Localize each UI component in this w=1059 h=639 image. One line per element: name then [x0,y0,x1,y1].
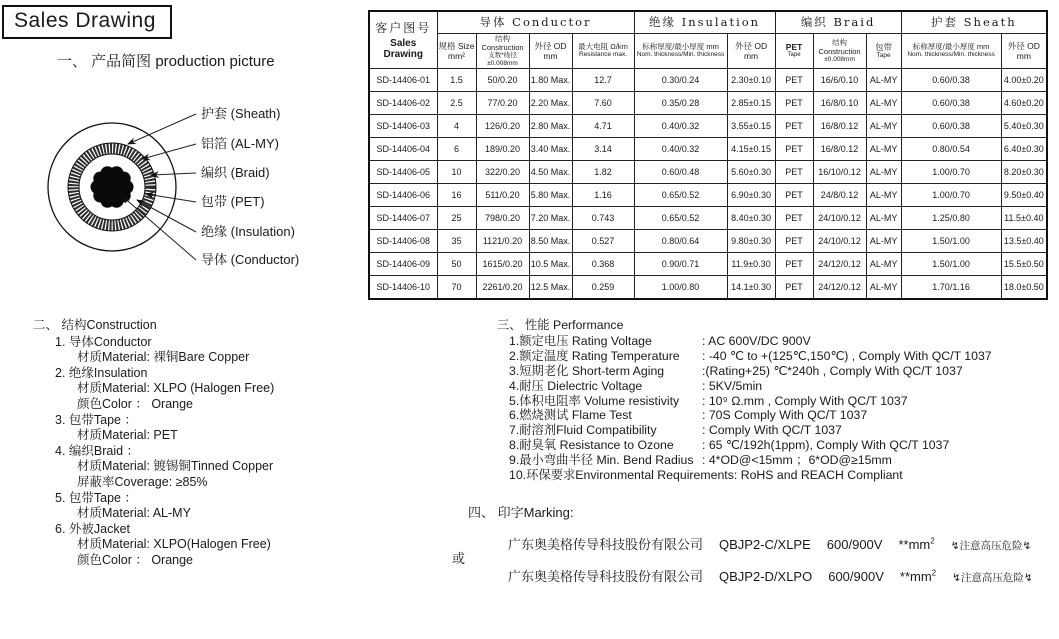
table-cell: 0.368 [572,252,634,275]
performance-item [509,423,1045,438]
constr-header-line1: 结构 Construction [481,33,524,52]
table-cell: 1.50/1.00 [901,229,1001,252]
table-cell: AL-MY [866,114,901,137]
table-cell: 18.0±0.50 [1001,275,1047,299]
table-cell: 1.25/0.80 [901,206,1001,229]
table-cell: 511/0.20 [476,183,529,206]
table-cell: PET [775,137,813,160]
table-cell: 24/10/0.12 [813,229,866,252]
col-header-resistance [572,33,634,68]
table-cell: 35 [437,229,476,252]
table-cell: 126/0.20 [476,114,529,137]
construction-line: 颜色Color ： Orange [77,552,194,567]
performance-item [509,394,1045,409]
construction-line: 2. 绝缘Insulation [55,365,148,380]
label-sheath: 护套 (Sheath) [201,106,281,121]
table-cell: 6 [437,137,476,160]
construction-section [33,318,383,569]
table-cell: 11.5±0.40 [1001,206,1047,229]
table-cell: SD-14406-01 [369,68,437,91]
performance-value: : 4*OD@<15mm ；6*OD@≥15mm [702,453,892,468]
label-braid: 编织 (Braid) [201,165,270,180]
braid-header-line1: 结构 Construction [818,37,861,56]
table-cell: 1.00/0.80 [634,275,727,299]
table-cell: 50/0.20 [476,68,529,91]
table-row [369,275,1047,299]
table-row [369,137,1047,160]
table-cell: 8.20±0.30 [1001,160,1047,183]
performance-item [509,468,1045,483]
table-cell: 0.60/0.38 [901,91,1001,114]
table-cell: 24/8/0.12 [813,183,866,206]
table-cell: AL-MY [866,229,901,252]
table-cell: 0.80/0.54 [901,137,1001,160]
table-cell: 24/12/0.12 [813,275,866,299]
marking-size: $**mm^2$ [899,568,937,584]
marking-line [508,534,1042,553]
table-cell: 7.60 [572,91,634,114]
table-cell: 16 [437,183,476,206]
table-cell: 4.15±0.15 [727,137,775,160]
performance-label: 7.耐溶剂Fluid Compatibility [509,423,657,438]
table-cell: AL-MY [866,183,901,206]
table-row [369,160,1047,183]
table-row [369,229,1047,252]
sheath-od-header-line2: mm [1016,50,1031,61]
performance-value: : AC 600V/DC 900V [702,333,811,348]
label-pet: 包带 (PET) [201,194,265,209]
table-cell: 4.50 Max. [529,160,572,183]
table-cell: AL-MY [866,137,901,160]
col-header-sheath-od [1001,33,1047,68]
table-cell: 5.60±0.30 [727,160,775,183]
table-cell: 1.5 [437,68,476,91]
table-corner-header [369,11,437,68]
table-cell: 12.7 [572,68,634,91]
table-cell: 0.65/0.52 [634,206,727,229]
table-cell: 2261/0.20 [476,275,529,299]
table-cell: 77/0.20 [476,91,529,114]
conductor-leader-line [122,196,196,260]
table-row [369,183,1047,206]
performance-item [509,334,1045,349]
spec-table [368,10,1048,300]
marking-lines [452,534,1042,585]
table-cell: 0.30/0.24 [634,68,727,91]
marking-size-sup: 2 [930,536,935,546]
construction-heading: 二、 结构Construction [33,318,157,332]
table-cell: 1615/0.20 [476,252,529,275]
table-cell: 3.14 [572,137,634,160]
group-header-insulation: 绝缘 Insulation [634,11,775,33]
tape-header-line1: 包带 [875,41,893,52]
table-cell: 70 [437,275,476,299]
size-header-line2: mm² [448,50,465,61]
construction-line: 颜色Color ： Orange [77,396,194,411]
col-header-tape [866,33,901,68]
construction-line: 材质Material: PET [77,428,178,443]
od-header-line1: 外径 OD [534,40,567,51]
table-cell: 12.5 Max. [529,275,572,299]
od-header-line2: mm [543,50,558,61]
label-conductor: 导体 (Conductor) [201,252,300,267]
table-cell: SD-14406-02 [369,91,437,114]
construction-lines [33,335,383,569]
document-title-box [2,5,172,39]
table-cell: AL-MY [866,206,901,229]
performance-label: 6.燃烧测试 Flame Test [509,408,632,423]
performance-label: 5.体积电阻率 Volume resistivity [509,393,680,408]
table-cell: PET [775,160,813,183]
table-cell: 798/0.20 [476,206,529,229]
table-cell: 2.30±0.10 [727,68,775,91]
table-cell: 0.65/0.52 [634,183,727,206]
group-header-conductor: 导体 Conductor [437,11,634,33]
table-cell: 16/8/0.12 [813,114,866,137]
table-cell: 14.1±0.30 [727,275,775,299]
marking-cable-type: QBJP2-C/XLPE [719,537,811,552]
construction-line: 1. 导体Conductor [55,334,152,349]
marking-size-sup: 2 [931,568,937,578]
marking-voltage: 600/900V [828,569,884,584]
marking-heading: 四、 印字Marking: [468,505,574,520]
table-row [369,114,1047,137]
performance-value: : Comply With QC/T 1037 [702,423,842,438]
construction-line: 6. 外被Jacket [55,521,131,536]
table-cell: 10 [437,160,476,183]
performance-label: 4.耐压 Dielectric Voltage [509,378,643,393]
performance-item [509,349,1045,364]
table-cell: AL-MY [866,91,901,114]
performance-label: 2.额定温度 Rating Temperature [509,348,680,363]
ins-thick-header-line2: Nom. thickness/Min. thickness [636,51,725,58]
table-cell: 7.20 Max. [529,206,572,229]
table-cell: 2.80 Max. [529,114,572,137]
table-cell: 5.80 Max. [529,183,572,206]
table-cell: PET [775,91,813,114]
construction-line: 材质Material: XLPO (Halogen Free) [77,381,275,396]
table-cell: PET [775,275,813,299]
table-cell: 4.71 [572,114,634,137]
marking-size: $**mm^2$ [898,536,935,552]
marking-warning: ↯注意高压危险↯ [952,572,1033,584]
table-cell: 8.50 Max. [529,229,572,252]
ins-od-header-line1: 外径 OD [734,40,768,51]
performance-item [509,379,1045,394]
table-cell: 1.16 [572,183,634,206]
col-header-insulation-thickness [634,33,727,68]
table-cell: 3.55±0.15 [727,114,775,137]
size-header-line1: 规格 Size [438,40,475,51]
construction-line: 5. 包带Tape ： [55,490,137,505]
table-cell: 13.5±0.40 [1001,229,1047,252]
performance-section [497,318,1045,483]
table-cell: PET [775,68,813,91]
table-cell: SD-14406-09 [369,252,437,275]
section1-heading: 一、 产品简图 production picture [57,53,275,70]
col-header-conductor-od [529,33,572,68]
table-cell: 0.743 [572,206,634,229]
construction-line: 材质Material: 镀锡铜Tinned Copper [77,459,274,474]
ins-thick-header-line1: 标称厚度/最小厚度 mm [642,42,719,51]
col-header-braid-construction [813,33,866,68]
table-row [369,206,1047,229]
performance-heading: 三、 性能 Performance [497,318,624,332]
table-cell: SD-14406-03 [369,114,437,137]
marking-section [452,502,1042,585]
table-cell: 6.40±0.30 [1001,137,1047,160]
table-cell: PET [775,114,813,137]
pet-header-line2: Tape [787,51,801,58]
ins-od-header-line2: mm [743,50,759,61]
sheath-thick-header-line1: 标称厚度/最小厚度 mm [912,42,990,51]
corner-label-en: Sales Drawing [383,38,423,61]
table-cell: SD-14406-07 [369,206,437,229]
table-cell: SD-14406-06 [369,183,437,206]
document-title: Sales Drawing [14,9,156,32]
constr-header-line2: 支数*线径±0.008mm [487,51,518,67]
table-cell: PET [775,183,813,206]
col-header-conductor-construction [476,33,529,68]
sheath-od-header-line1: 外径 OD [1007,40,1040,51]
table-cell: PET [775,252,813,275]
table-cell: AL-MY [866,68,901,91]
label-insulation: 绝缘 (Insulation) [201,224,295,239]
tape-header-line2: Tape [876,51,891,59]
table-cell: PET [775,229,813,252]
marking-warning: ↯注意高压危险↯ [950,540,1032,552]
group-header-sheath: 护套 Sheath [901,11,1047,33]
table-row [369,68,1047,91]
construction-line: 材质Material: AL-MY [77,506,191,521]
table-cell: 4 [437,114,476,137]
col-header-sheath-thickness [901,33,1001,68]
performance-item [509,408,1045,423]
table-cell: AL-MY [866,252,901,275]
table-cell: 16/8/0.12 [813,137,866,160]
table-cell: 10.5 Max. [529,252,572,275]
table-cell: SD-14406-08 [369,229,437,252]
construction-line: 3. 包带Tape ： [55,412,137,427]
construction-line: 4. 编织Braid ： [55,443,140,458]
table-cell: 50 [437,252,476,275]
construction-line: 屏蔽率Coverage: ≥85% [77,474,208,489]
performance-value: : -40 ℃ to +(125℃,150℃) , Comply With QC/T 1037 [702,348,992,363]
res-header-line1: 最大电阻 Ω/km [578,42,628,51]
performance-item [509,453,1045,468]
performance-value: : 70S Comply With QC/T 1037 [702,408,868,423]
performance-label: 10.环保要求Environmental Requirements [509,468,734,483]
table-cell: 16/8/0.10 [813,91,866,114]
performance-item [509,438,1045,453]
marking-voltage: 600/900V [826,537,883,552]
table-cell: 4.00±0.20 [1001,68,1047,91]
construction-line: 材质Material: 裸铜Bare Copper [77,350,250,365]
col-header-insulation-od [727,33,775,68]
table-cell: 0.80/0.64 [634,229,727,252]
corner-label-cn: 客户图号 [375,21,432,36]
performance-label: 1.额定电压 Rating Voltage [509,333,652,348]
table-cell: 15.5±0.50 [1001,252,1047,275]
table-cell: SD-14406-04 [369,137,437,160]
table-cell: 1.82 [572,160,634,183]
table-cell: 16/6/0.10 [813,68,866,91]
table-cell: 0.60/0.48 [634,160,727,183]
cable-cross-section-diagram [38,96,348,276]
pet-header-line1: PET [785,41,803,52]
table-cell: 3.40 Max. [529,137,572,160]
table-cell: 24/12/0.12 [813,252,866,275]
table-cell: 9.80±0.30 [727,229,775,252]
table-cell: 1.80 Max. [529,68,572,91]
sheath-thick-header-line2: Nom. thickness/Min. thickness [907,51,995,58]
table-cell: 11.9±0.30 [727,252,775,275]
table-cell: 0.40/0.32 [634,114,727,137]
marking-line [508,566,1042,585]
table-cell: 1.00/0.70 [901,160,1001,183]
table-cell: 0.60/0.38 [901,114,1001,137]
table-cell: 25 [437,206,476,229]
table-cell: SD-14406-10 [369,275,437,299]
res-header-line2: Resistance max. [579,51,628,58]
performance-items [497,334,1045,483]
table-cell: 1.50/1.00 [901,252,1001,275]
performance-label: 3.短期老化 Short-term Aging [509,363,665,378]
table-cell: 2.20 Max. [529,91,572,114]
table-cell: 0.40/0.32 [634,137,727,160]
table-cell: PET [775,206,813,229]
table-cell: 189/0.20 [476,137,529,160]
table-cell: 1121/0.20 [476,229,529,252]
performance-value: : RoHS and REACH Compliant [733,468,903,483]
col-header-size [437,33,476,68]
performance-label: 8.耐臭氧 Resistance to Ozone [509,438,674,453]
marking-company: 广东奥美格传导科技股份有限公司 [508,569,704,584]
table-cell: 8.40±0.30 [727,206,775,229]
marking-company: 广东奥美格传导科技股份有限公司 [508,537,704,552]
table-cell: 0.90/0.71 [634,252,727,275]
table-cell: AL-MY [866,275,901,299]
spec-table-body [369,68,1047,299]
table-row [369,91,1047,114]
conductor-strands [91,166,134,208]
performance-value: : 5KV/5min [702,378,763,393]
performance-label: 9.最小弯曲半径 Min. Bend Radius [509,453,694,468]
marking-cable-type: QBJP2-D/XLPO [719,569,813,584]
table-cell: 0.527 [572,229,634,252]
marking-or: 或 [452,551,466,566]
label-almy: 铝箔 (AL-MY) [201,136,280,151]
table-cell: 1.70/1.16 [901,275,1001,299]
table-cell: 5.40±0.30 [1001,114,1047,137]
construction-line: 材质Material: XLPO(Halogen Free) [77,537,271,552]
table-cell: 4.60±0.20 [1001,91,1047,114]
table-cell: 6.90±0.30 [727,183,775,206]
col-header-pet-tape [775,33,813,68]
table-row [369,252,1047,275]
performance-item [509,364,1045,379]
table-cell: 0.35/0.28 [634,91,727,114]
table-cell: 16/10/0.12 [813,160,866,183]
performance-value: :(Rating+25) ℃*240h , Comply With QC/T 1037 [702,363,963,378]
performance-value: : 10⁹ Ω.mm , Comply With QC/T 1037 [702,393,908,408]
table-cell: SD-14406-05 [369,160,437,183]
table-cell: 9.50±0.40 [1001,183,1047,206]
table-cell: 2.5 [437,91,476,114]
table-cell: 0.259 [572,275,634,299]
table-cell: 0.60/0.38 [901,68,1001,91]
table-cell: AL-MY [866,160,901,183]
performance-value: : 65 ℃/192h(1ppm), Comply With QC/T 1037 [702,438,950,453]
group-header-braid: 编织 Braid [775,11,901,33]
table-cell: 322/0.20 [476,160,529,183]
table-cell: 2.85±0.15 [727,91,775,114]
braid-leader-line [151,173,196,175]
table-cell: 1.00/0.70 [901,183,1001,206]
braid-header-line2: ±0.008mm [824,55,855,63]
table-cell: 24/10/0.12 [813,206,866,229]
